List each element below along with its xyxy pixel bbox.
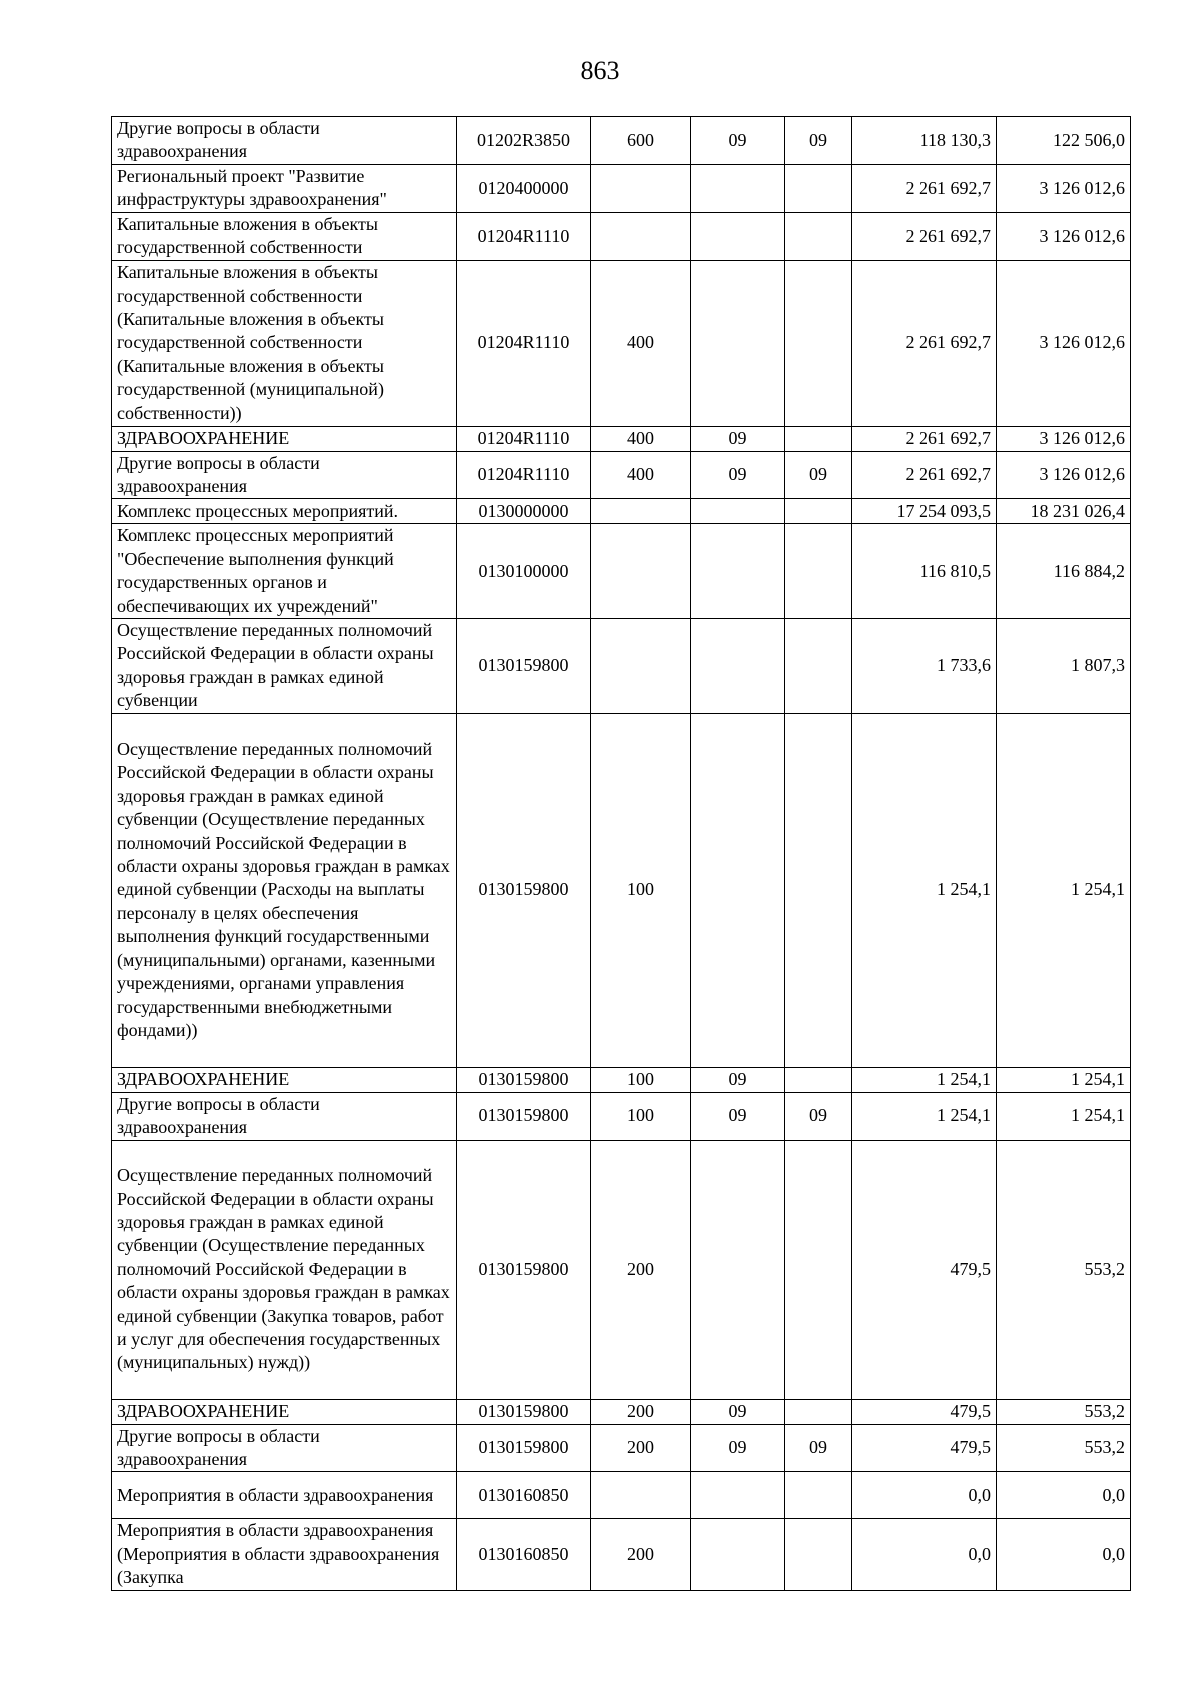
table-row bbox=[112, 1092, 1131, 1140]
expense-type-cell bbox=[591, 499, 691, 524]
amount-year2-cell: 3 126 012,6 bbox=[997, 426, 1131, 451]
subsection-cell: 09 bbox=[785, 451, 852, 499]
table-row bbox=[112, 117, 1131, 165]
page-number: 863 bbox=[580, 56, 620, 85]
table-row bbox=[112, 451, 1131, 499]
row-name-cell: Мероприятия в области здравоохранения (Мероприятия в области здравоохранения (Закупка bbox=[112, 1519, 457, 1590]
section-cell: 09 bbox=[691, 1424, 785, 1472]
target-code-cell: 01204R1110 bbox=[457, 426, 591, 451]
section-cell bbox=[691, 212, 785, 260]
target-code-cell: 0130159800 bbox=[457, 713, 591, 1067]
amount-year2-cell: 0,0 bbox=[997, 1519, 1131, 1590]
row-name-cell: Мероприятия в области здравоохранения bbox=[112, 1472, 457, 1519]
amount-year2-cell: 3 126 012,6 bbox=[997, 260, 1131, 426]
target-code-cell: 0130160850 bbox=[457, 1519, 591, 1590]
expense-type-cell: 200 bbox=[591, 1519, 691, 1590]
row-name-cell: Другие вопросы в области здравоохранения bbox=[112, 117, 457, 165]
table-row bbox=[112, 260, 1131, 426]
budget-table bbox=[111, 116, 1131, 1591]
expense-type-cell bbox=[591, 164, 691, 212]
amount-year2-cell: 1 254,1 bbox=[997, 1092, 1131, 1140]
target-code-cell: 0130159800 bbox=[457, 1092, 591, 1140]
amount-year2-cell: 3 126 012,6 bbox=[997, 451, 1131, 499]
table-row bbox=[112, 164, 1131, 212]
table-row bbox=[112, 1067, 1131, 1092]
table-row bbox=[112, 1519, 1131, 1590]
subsection-cell: 09 bbox=[785, 1092, 852, 1140]
amount-year1-cell: 2 261 692,7 bbox=[852, 260, 997, 426]
expense-type-cell: 100 bbox=[591, 1092, 691, 1140]
amount-year1-cell: 2 261 692,7 bbox=[852, 164, 997, 212]
row-name-cell: Комплекс процессных мероприятий "Обеспечение выполнения функций государственных органов и обеспечивающих их учреждений" bbox=[112, 524, 457, 619]
amount-year1-cell: 0,0 bbox=[852, 1472, 997, 1519]
subsection-cell bbox=[785, 260, 852, 426]
row-name-cell: Комплекс процессных мероприятий. bbox=[112, 499, 457, 524]
target-code-cell: 0120400000 bbox=[457, 164, 591, 212]
section-cell bbox=[691, 713, 785, 1067]
amount-year1-cell: 2 261 692,7 bbox=[852, 426, 997, 451]
amount-year1-cell: 118 130,3 bbox=[852, 117, 997, 165]
target-code-cell: 0130159800 bbox=[457, 1399, 591, 1424]
row-name-cell: Капитальные вложения в объекты государственной собственности (Капитальные вложения в объекты государственной собственности (Капитальные вложения в объекты государственной (муниципальной) собственности)) bbox=[112, 260, 457, 426]
subsection-cell bbox=[785, 1067, 852, 1092]
target-code-cell: 0130159800 bbox=[457, 1424, 591, 1472]
subsection-cell bbox=[785, 713, 852, 1067]
amount-year1-cell: 479,5 bbox=[852, 1399, 997, 1424]
table-row bbox=[112, 499, 1131, 524]
subsection-cell: 09 bbox=[785, 117, 852, 165]
amount-year2-cell: 0,0 bbox=[997, 1472, 1131, 1519]
target-code-cell: 0130000000 bbox=[457, 499, 591, 524]
amount-year1-cell: 17 254 093,5 bbox=[852, 499, 997, 524]
subsection-cell bbox=[785, 212, 852, 260]
subsection-cell bbox=[785, 1519, 852, 1590]
subsection-cell bbox=[785, 499, 852, 524]
section-cell bbox=[691, 524, 785, 619]
expense-type-cell: 200 bbox=[591, 1140, 691, 1399]
amount-year2-cell: 553,2 bbox=[997, 1140, 1131, 1399]
amount-year1-cell: 0,0 bbox=[852, 1519, 997, 1590]
table-row bbox=[112, 524, 1131, 619]
row-name-cell: Региональный проект "Развитие инфраструктуры здравоохранения" bbox=[112, 164, 457, 212]
section-cell bbox=[691, 164, 785, 212]
table-row bbox=[112, 619, 1131, 714]
expense-type-cell: 400 bbox=[591, 426, 691, 451]
target-code-cell: 0130159800 bbox=[457, 619, 591, 714]
table-row bbox=[112, 212, 1131, 260]
amount-year2-cell: 122 506,0 bbox=[997, 117, 1131, 165]
subsection-cell bbox=[785, 1472, 852, 1519]
amount-year2-cell: 1 254,1 bbox=[997, 713, 1131, 1067]
amount-year2-cell: 18 231 026,4 bbox=[997, 499, 1131, 524]
subsection-cell: 09 bbox=[785, 1424, 852, 1472]
table-row bbox=[112, 426, 1131, 451]
table-row bbox=[112, 1399, 1131, 1424]
expense-type-cell bbox=[591, 524, 691, 619]
section-cell bbox=[691, 260, 785, 426]
table-row bbox=[112, 1140, 1131, 1399]
amount-year1-cell: 1 254,1 bbox=[852, 1067, 997, 1092]
expense-type-cell: 200 bbox=[591, 1399, 691, 1424]
section-cell: 09 bbox=[691, 426, 785, 451]
section-cell bbox=[691, 1519, 785, 1590]
expense-type-cell: 200 bbox=[591, 1424, 691, 1472]
amount-year2-cell: 553,2 bbox=[997, 1424, 1131, 1472]
section-cell: 09 bbox=[691, 1399, 785, 1424]
target-code-cell: 01202R3850 bbox=[457, 117, 591, 165]
amount-year1-cell: 1 254,1 bbox=[852, 713, 997, 1067]
row-name-cell: Осуществление переданных полномочий Российской Федерации в области охраны здоровья граждан в рамках единой субвенции (Осуществление переданных полномочий Российской Федерации в области охраны здоровья граждан в рамках единой субвенции (Расходы на выплаты персоналу в целях обеспечения выполнения функций государственными (муниципальными) органами, казенными учреждениями, органами управления государственными внебюджетными фондами)) bbox=[112, 713, 457, 1067]
amount-year1-cell: 1 733,6 bbox=[852, 619, 997, 714]
amount-year1-cell: 479,5 bbox=[852, 1140, 997, 1399]
expense-type-cell: 400 bbox=[591, 260, 691, 426]
expense-type-cell bbox=[591, 1472, 691, 1519]
amount-year1-cell: 116 810,5 bbox=[852, 524, 997, 619]
target-code-cell: 01204R1110 bbox=[457, 260, 591, 426]
section-cell: 09 bbox=[691, 1092, 785, 1140]
expense-type-cell bbox=[591, 619, 691, 714]
row-name-cell: Другие вопросы в области здравоохранения bbox=[112, 1424, 457, 1472]
expense-type-cell: 600 bbox=[591, 117, 691, 165]
row-name-cell: ЗДРАВООХРАНЕНИЕ bbox=[112, 426, 457, 451]
amount-year2-cell: 3 126 012,6 bbox=[997, 212, 1131, 260]
row-name-cell: Капитальные вложения в объекты государственной собственности bbox=[112, 212, 457, 260]
budget-table-body bbox=[112, 117, 1131, 1591]
target-code-cell: 0130160850 bbox=[457, 1472, 591, 1519]
section-cell bbox=[691, 1140, 785, 1399]
section-cell: 09 bbox=[691, 1067, 785, 1092]
table-row bbox=[112, 1424, 1131, 1472]
amount-year2-cell: 116 884,2 bbox=[997, 524, 1131, 619]
section-cell: 09 bbox=[691, 451, 785, 499]
expense-type-cell bbox=[591, 212, 691, 260]
section-cell: 09 bbox=[691, 117, 785, 165]
subsection-cell bbox=[785, 1399, 852, 1424]
expense-type-cell: 100 bbox=[591, 1067, 691, 1092]
row-name-cell: Осуществление переданных полномочий Российской Федерации в области охраны здоровья граждан в рамках единой субвенции (Осуществление переданных полномочий Российской Федерации в области охраны здоровья граждан в рамках единой субвенции (Закупка товаров, работ и услуг для обеспечения государственных (муниципальных) нужд)) bbox=[112, 1140, 457, 1399]
subsection-cell bbox=[785, 164, 852, 212]
target-code-cell: 0130100000 bbox=[457, 524, 591, 619]
row-name-cell: Осуществление переданных полномочий Российской Федерации в области охраны здоровья граждан в рамках единой субвенции bbox=[112, 619, 457, 714]
row-name-cell: Другие вопросы в области здравоохранения bbox=[112, 451, 457, 499]
row-name-cell: ЗДРАВООХРАНЕНИЕ bbox=[112, 1067, 457, 1092]
subsection-cell bbox=[785, 619, 852, 714]
amount-year2-cell: 1 254,1 bbox=[997, 1067, 1131, 1092]
section-cell bbox=[691, 619, 785, 714]
amount-year1-cell: 479,5 bbox=[852, 1424, 997, 1472]
expense-type-cell: 100 bbox=[591, 713, 691, 1067]
target-code-cell: 01204R1110 bbox=[457, 212, 591, 260]
amount-year2-cell: 3 126 012,6 bbox=[997, 164, 1131, 212]
expense-type-cell: 400 bbox=[591, 451, 691, 499]
row-name-cell: Другие вопросы в области здравоохранения bbox=[112, 1092, 457, 1140]
subsection-cell bbox=[785, 1140, 852, 1399]
subsection-cell bbox=[785, 426, 852, 451]
target-code-cell: 01204R1110 bbox=[457, 451, 591, 499]
row-name-cell: ЗДРАВООХРАНЕНИЕ bbox=[112, 1399, 457, 1424]
table-row bbox=[112, 713, 1131, 1067]
section-cell bbox=[691, 499, 785, 524]
amount-year2-cell: 553,2 bbox=[997, 1399, 1131, 1424]
amount-year1-cell: 1 254,1 bbox=[852, 1092, 997, 1140]
amount-year2-cell: 1 807,3 bbox=[997, 619, 1131, 714]
amount-year1-cell: 2 261 692,7 bbox=[852, 212, 997, 260]
amount-year1-cell: 2 261 692,7 bbox=[852, 451, 997, 499]
target-code-cell: 0130159800 bbox=[457, 1067, 591, 1092]
subsection-cell bbox=[785, 524, 852, 619]
target-code-cell: 0130159800 bbox=[457, 1140, 591, 1399]
section-cell bbox=[691, 1472, 785, 1519]
table-row bbox=[112, 1472, 1131, 1519]
